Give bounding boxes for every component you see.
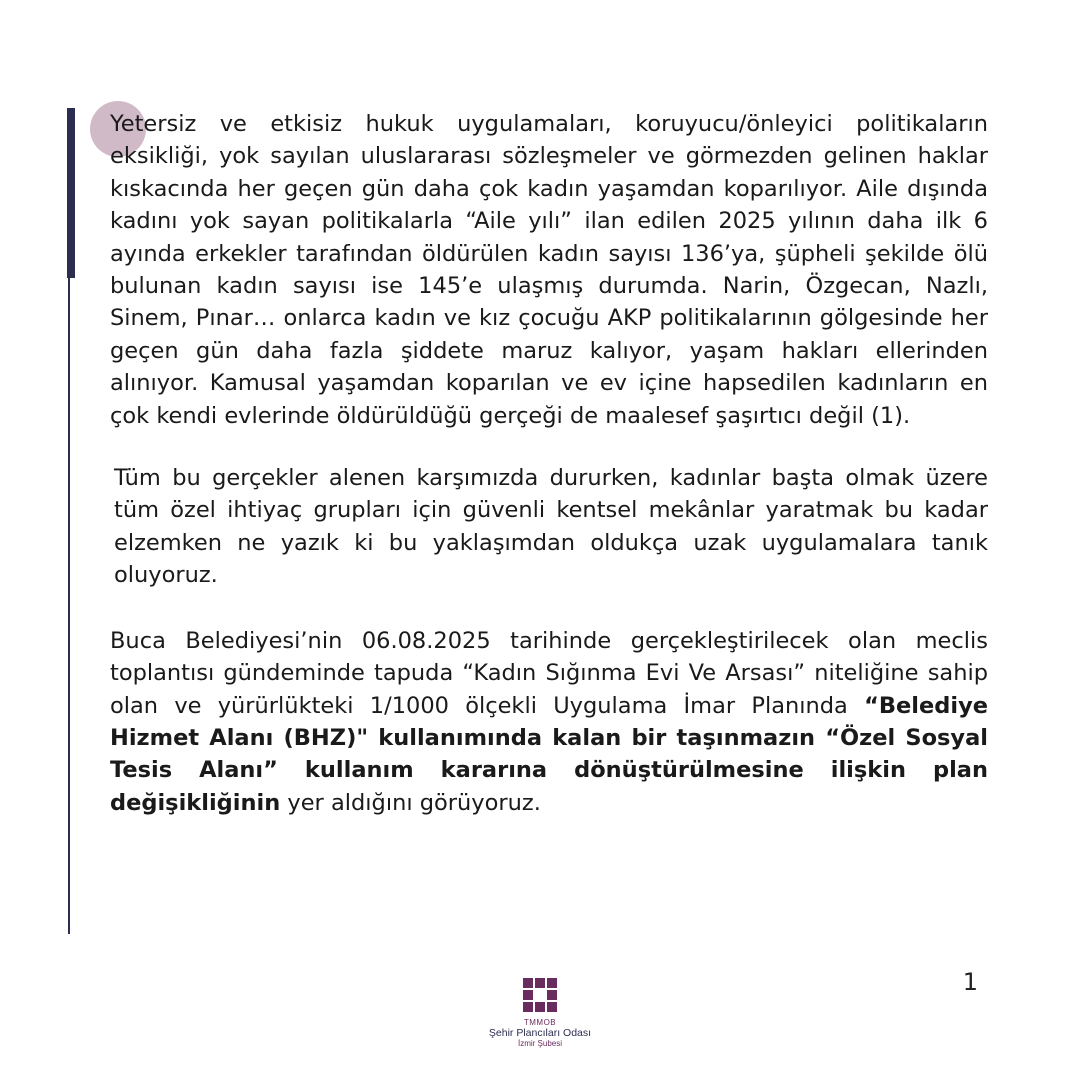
organization-logo <box>470 978 610 1049</box>
logo-org: TMMOB <box>523 1018 557 1027</box>
logo-branch: İzmir Şubesi <box>517 1039 562 1048</box>
paragraph-3-end: yer aldığını görüyoruz. <box>280 789 541 816</box>
page-number: 1 <box>962 968 978 996</box>
paragraph-3-start: Buca Belediyesi’nin 06.08.2025 tarihinde gerçekleştirilecek olan meclis toplantısı gündeminde tapuda “Kadın Sığınma Evi Ve Arsası” niteliğine sahip olan ve yürürlükteki 1/1000 ölçekli Uygulama İmar Planında <box>110 627 988 719</box>
logo-name: Şehir Plancıları Odası <box>488 1027 592 1039</box>
paragraph-3-bold: “Belediye Hizmet Alanı (BHZ)" kullanımında kalan bir taşınmazın “Özel Sosyal Tesis Alanı” kullanım kararına dönüştürülmesine ilişkin plan değişikliğinin <box>110 692 988 816</box>
paragraph-2: Tüm bu gerçekler alenen karşımızda dururken, kadınlar başta olmak üzere tüm özel ihtiyaç grupları için güvenli kentsel mekânlar yaratmak bu kadar elzemken ne yazık ki bu yaklaşımdan oldukça uzak uygulamalara tanık oluyoruz. <box>114 465 988 589</box>
paragraph-3 <box>110 625 988 819</box>
document-body <box>110 108 988 819</box>
logo-grid-icon <box>523 978 557 1012</box>
sidebar-accent-bar <box>67 108 75 278</box>
sidebar-accent-line <box>68 278 70 934</box>
paragraph-1: Yetersiz ve etkisiz hukuk uygulamaları, koruyucu/önleyici politikaların eksikliği, yok sayılan uluslararası sözleşmeler ve görmezden gelinen haklar kıskacında her geçen gün daha çok kadın yaşamdan koparılıyor. Aile dışında kadını yok sayan politikalarla “Aile yılı” ilan edilen 2025 yılının daha ilk 6 ayında erkekler tarafından öldürülen kadın sayısı 136’ya, şüpheli şekilde ölü bulunan kadın sayısı ise 145’e ulaşmış durumda. Narin, Özgecan, Nazlı, Sinem, Pınar… onlarca kadın ve kız çocuğu AKP politikalarının gölgesinde her geçen gün daha fazla şiddete maruz kalıyor, yaşam hakları ellerinden alınıyor. Kamusal yaşamdan koparılan ve ev içine hapsedilen kadınların en çok kendi evlerinde öldürüldüğü gerçeği de maalesef şaşırtıcı değil (1). <box>110 111 988 429</box>
